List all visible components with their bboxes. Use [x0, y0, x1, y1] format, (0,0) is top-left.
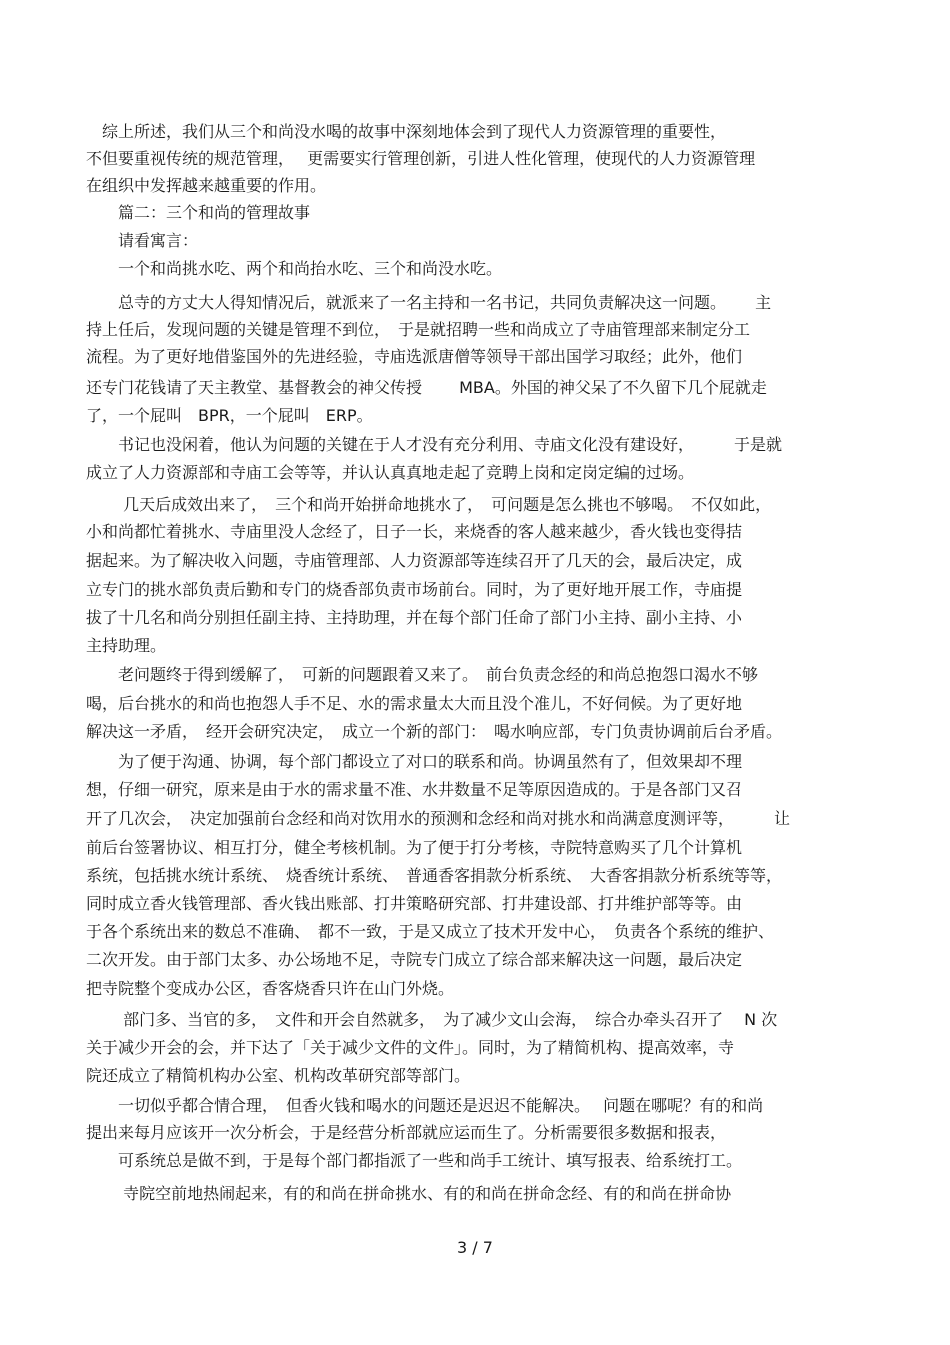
text-line: 可系统总是做不到，于是每个部门都指派了一些和尚手工统计、填写报表、给系统打工。 — [86, 1151, 743, 1170]
text-line: 书记也没闲着，他认为问题的关键在于人才没有充分利用、寺庙文化没有建设好， 于是就 — [86, 435, 783, 454]
text-line: 成立了人力资源部和寺庙工会等等，并认认真真地走起了竞聘上岗和定岗定编的过场。 — [86, 463, 695, 482]
text-line: 喝，后台挑水的和尚也抱怨人手不足、水的需求量太大而且没个准儿，不好伺候。为了更好地 — [86, 694, 743, 713]
text-line: 篇二：三个和尚的管理故事 — [86, 203, 311, 222]
text-line: 把寺院整个变成办公区，香客烧香只许在山门外烧。 — [86, 979, 455, 998]
text-line: 前后台签署协议、相互打分，健全考核机制。为了便于打分考核，寺院特意购买了几个计算机 — [86, 838, 743, 857]
text-line: 流程。为了更好地借鉴国外的先进经验，寺庙选派唐僧等领导干部出国学习取经；此外，他们 — [86, 347, 743, 366]
text-line: 一切似乎都合情合理， 但香火钱和喝水的问题还是迟迟不能解决。 问题在哪呢？有的和尚 — [86, 1096, 764, 1115]
text-line: 开了几次会， 决定加强前台念经和尚对饮用水的预测和念经和尚对挑水和尚满意度测评等， 让 — [86, 809, 791, 828]
text-line: 持上任后，发现问题的关键是管理不到位， 于是就招聘一些和尚成立了寺庙管理部来制定分工 — [86, 320, 751, 339]
text-line: 院还成立了精简机构办公室、机构改革研究部等部门。 — [86, 1066, 471, 1085]
text-line: 想，仔细一研究，原来是由于水的需求量不准、水井数量不足等原因造成的。于是各部门又召 — [86, 780, 743, 799]
text-line: 二次开发。由于部门太多、办公场地不足，寺院专门成立了综合部来解决这一问题，最后决定 — [86, 950, 743, 969]
text-line: 几天后成效出来了， 三个和尚开始拼命地挑水了， 可问题是怎么挑也不够喝。 不仅如此， — [86, 495, 772, 514]
text-line: 拔了十几名和尚分别担任副主持、主持助理，并在每个部门任命了部门小主持、副小主持、小 — [86, 608, 743, 627]
text-line: 立专门的挑水部负责后勤和专门的烧香部负责市场前台。同时，为了更好地开展工作，寺庙提 — [86, 580, 743, 599]
text-line: 老问题终于得到缓解了， 可新的问题跟着又来了。 前台负责念经的和尚总抱怨口渴水不够 — [86, 665, 759, 684]
text-line: 解决这一矛盾， 经开会研究决定， 成立一个新的部门： 喝水响应部，专门负责协调前后台矛盾。 — [86, 722, 783, 741]
text-line: 同时成立香火钱管理部、香火钱出账部、打井策略研究部、打井建设部、打井维护部等等。由 — [86, 894, 743, 913]
text-line: 请看寓言： — [86, 231, 199, 250]
text-line: 不但要重视传统的规范管理， 更需要实行管理创新，引进人性化管理，使现代的人力资源管理 — [86, 149, 756, 168]
text-line: 一个和尚挑水吃、两个和尚抬水吃、三个和尚没水吃。 — [86, 259, 503, 278]
text-line: 了，一个屁叫 BPR，一个屁叫 ERP。 — [86, 406, 373, 425]
text-line: 主持助理。 — [86, 636, 167, 655]
page-number: 3 / 7 — [457, 1238, 493, 1257]
text-line: 综上所述，我们从三个和尚没水喝的故事中深刻地体会到了现代人力资源管理的重要性， — [86, 122, 727, 141]
text-line: 据起来。为了解决收入问题，寺庙管理部、人力资源部等连续召开了几天的会，最后决定，成 — [86, 551, 743, 570]
text-line: 寺院空前地热闹起来，有的和尚在拼命挑水、有的和尚在拼命念经、有的和尚在拼命协 — [86, 1184, 732, 1203]
text-line: 系统，包括挑水统计系统、 烧香统计系统、 普通香客捐款分析系统、 大香客捐款分析系统等等， — [86, 866, 783, 885]
text-line: 关于减少开会的会，并下达了「关于减少文件的文件」。同时，为了精简机构、提高效率，寺 — [86, 1038, 735, 1057]
text-line: 在组织中发挥越来越重要的作用。 — [86, 176, 327, 195]
text-line: 提出来每月应该开一次分析会，于是经营分析部就应运而生了。分析需要很多数据和报表， — [86, 1123, 727, 1142]
text-line: 总寺的方丈大人得知情况后，就派来了一名主持和一名书记，共同负责解决这一问题。 主 — [86, 293, 772, 312]
text-line: 部门多、当官的多， 文件和开会自然就多， 为了减少文山会海， 综合办牵头召开了 N 次 — [86, 1010, 778, 1029]
text-line: 还专门花钱请了天主教堂、基督教会的神父传授 MBA。外国的神父呆了不久留下几个屁就走 — [86, 378, 767, 397]
text-line: 小和尚都忙着挑水、寺庙里没人念经了，日子一长，来烧香的客人越来越少，香火钱也变得拮 — [86, 522, 743, 541]
text-line: 为了便于沟通、协调，每个部门都设立了对口的联系和尚。协调虽然有了，但效果却不理 — [86, 752, 743, 771]
text-line: 于各个系统出来的数总不准确、 都不一致，于是又成立了技术开发中心， 负责各个系统的维护、 — [86, 922, 775, 941]
